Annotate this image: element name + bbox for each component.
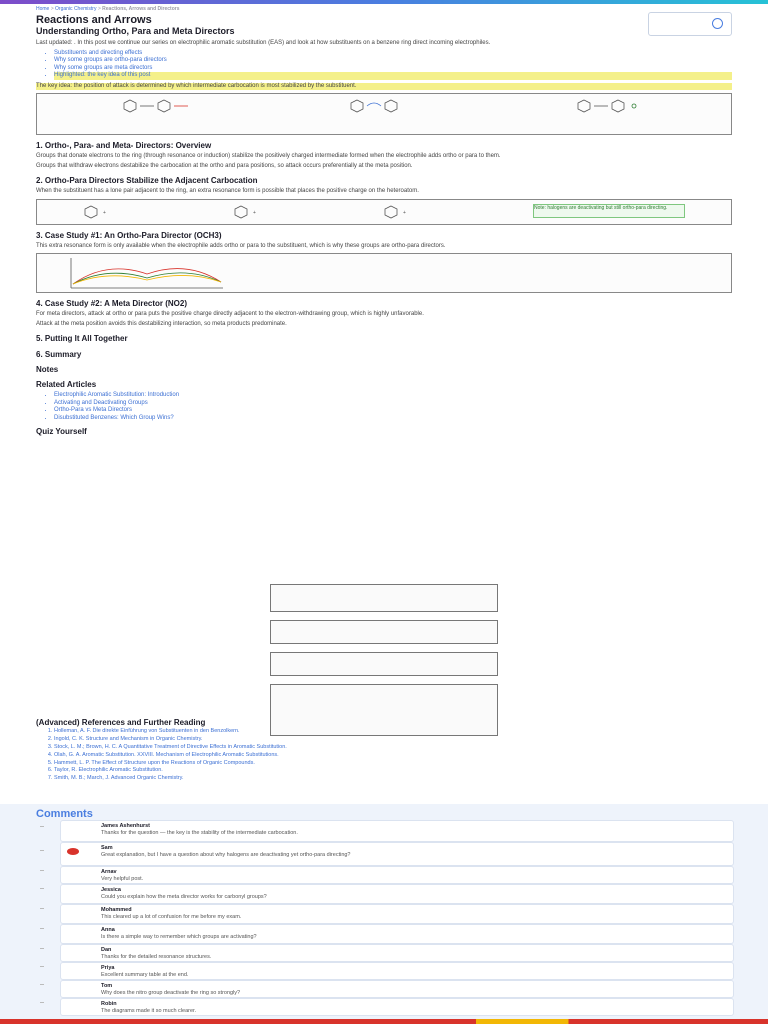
comment [60, 944, 734, 962]
comment-author: Tom [101, 983, 113, 989]
breadcrumb-sep: > [49, 6, 56, 12]
comment-text: Thanks for the detailed resonance structures. [101, 953, 212, 960]
breadcrumb [36, 6, 732, 12]
comment-author: Dan [101, 947, 112, 953]
comment-text: Is there a simple way to remember which groups are activating? [101, 933, 257, 940]
body-text: Attack at the meta position avoids this destabilizing interaction, so meta products predominate. [36, 320, 287, 327]
site-title[interactable]: Reactions and Arrows [36, 14, 152, 26]
reference-link[interactable]: 5. Hammett, L. P. The Effect of Structure upon the Reactions of Organic Compounds. [54, 760, 732, 767]
related-heading: Related Articles [36, 380, 97, 389]
breadcrumb-page: Reactions, Arrows and Directors [102, 6, 180, 12]
comment [60, 904, 734, 924]
key-idea: The key idea: the position of attack is determined by which intermediate carbocation is most stabilized by the substituent. [36, 83, 732, 91]
section-heading: 2. Ortho-Para Directors Stabilize the Adjacent Carbocation [36, 176, 258, 185]
breadcrumb-section[interactable]: Organic Chemistry [55, 6, 97, 12]
topic-link[interactable]: • Why some groups are ortho-para directors [54, 57, 732, 65]
comment [60, 998, 734, 1016]
comment [60, 884, 734, 904]
breadcrumb-home[interactable]: Home [36, 6, 50, 12]
section-heading: 5. Putting It All Together [36, 334, 128, 343]
references-heading: (Advanced) References and Further Reading [36, 718, 206, 727]
body-text: For meta directors, attack at ortho or para puts the positive charge directly adjacent to the electron-withdrawing group, which is highly unfavorable. [36, 311, 424, 317]
comment-author: Priya [101, 965, 115, 971]
svg-text:+: + [253, 209, 256, 216]
comment-text: Why does the nitro group deactivate the ring so strongly? [101, 989, 241, 996]
page-title: Understanding Ortho, Para and Meta Directors [36, 26, 235, 36]
reference-link[interactable]: 2. Ingold, C. K. Structure and Mechanism in Organic Chemistry. [54, 736, 732, 743]
search-icon[interactable] [712, 18, 723, 29]
section-heading: 4. Case Study #2: A Meta Director (NO2) [36, 299, 188, 308]
intro-text: Last updated: . In this post we continue our series on electrophilic aromatic substitution (EAS) and look at how substituents on a benzene ring direct incoming electrophiles. [36, 40, 491, 46]
reference-link[interactable]: 4. Olah, G. A. Aromatic Substitution. XXVIII. Mechanism of Electrophilic Aromatic Substitutions. [54, 752, 732, 759]
comment-marker [40, 984, 44, 985]
comment-marker [40, 850, 44, 851]
comment-marker [40, 966, 44, 967]
quiz-card[interactable] [270, 584, 498, 612]
resonance-diagram [233, 204, 303, 220]
comment-marker [40, 908, 44, 909]
energy-diagram-figure [36, 253, 732, 293]
comment [60, 924, 734, 944]
comment [60, 842, 734, 866]
mechanism-diagram [576, 98, 646, 114]
article-content [36, 40, 732, 439]
section-heading: 3. Case Study #1: An Ortho-Para Director (OCH3) [36, 230, 222, 240]
comment-author: Jessica [101, 887, 121, 893]
body-text: This extra resonance form is only available when the electrophile adds ortho or para to the substituent, which is why these groups are ortho-para directors. [36, 242, 446, 249]
topic-link[interactable]: • Why some groups are meta directors [54, 65, 732, 73]
comment-marker [40, 948, 44, 949]
section-heading: 1. Ortho-, Para- and Meta- Directors: Overview [36, 141, 212, 150]
comment-marker [40, 1002, 44, 1003]
energy-diagram [67, 256, 227, 290]
reference-link[interactable]: 3. Stock, L. M.; Brown, H. C. A Quantitative Treatment of Directive Effects in Aromatic Substitution. [54, 744, 732, 751]
comment-text: Could you explain how the meta director works for carbonyl groups? [101, 893, 267, 900]
comment-marker [40, 826, 44, 827]
article-page [36, 6, 732, 804]
resonance-diagram [383, 204, 453, 220]
comment-marker [40, 928, 44, 929]
comment-text: The diagrams made it so much clearer. [101, 1007, 197, 1014]
reference-link[interactable]: 6. Taylor, R. Electrophilic Aromatic Substitution. [54, 767, 732, 774]
avatar [67, 848, 79, 855]
comments-heading: Comments [36, 808, 93, 820]
comment-author: Sam [101, 845, 113, 851]
mechanism-diagram [349, 98, 419, 114]
footer-bar [0, 1019, 768, 1024]
mechanism-figure [36, 93, 732, 135]
related-link[interactable]: • Electrophilic Aromatic Substitution: Introduction [54, 392, 732, 400]
comment-author: Mohammed [101, 907, 132, 913]
comment-text: Thanks for the question — the key is the stability of the intermediate carbocation. [101, 829, 298, 836]
quiz-heading: Quiz Yourself [36, 427, 87, 436]
svg-text:+: + [103, 209, 106, 216]
quiz-card[interactable] [270, 620, 498, 644]
comment-text: Great explanation, but I have a question about why halogens are deactivating yet ortho-para directing? [101, 851, 351, 858]
comment [60, 820, 734, 842]
resonance-diagram [83, 204, 153, 220]
breadcrumb-sep: > [96, 6, 103, 12]
quiz-card[interactable] [270, 652, 498, 676]
body-text: Groups that withdraw electrons destabilize the carbocation at the ortho and para positions, so attack occurs preferentially at the meta position. [36, 162, 413, 169]
note-box: Note: halogens are deactivating but still ortho-para directing. [533, 204, 685, 218]
topic-link[interactable]: • Substituents and directing effects [54, 50, 732, 58]
comment-author: Arnav [101, 869, 117, 875]
section-heading: 6. Summary [36, 350, 82, 359]
resonance-figure [36, 199, 732, 225]
svg-text:+: + [403, 209, 406, 216]
related-link[interactable]: • Disubstituted Benzenes: Which Group Wins? [54, 415, 732, 423]
comments-section [0, 804, 768, 1024]
comment-author: James Ashenhurst [101, 823, 151, 829]
topic-list [54, 50, 732, 80]
body-text: Groups that donate electrons to the ring (through resonance or induction) stabilize the positively charged intermediate formed when the electrophile adds ortho or para to them. [36, 153, 501, 159]
comment-marker [40, 870, 44, 871]
comment [60, 980, 734, 998]
related-link[interactable]: • Activating and Deactivating Groups [54, 400, 732, 408]
topic-link[interactable]: • Highlighted: the key idea of this post [54, 72, 732, 80]
reference-link[interactable]: 1. Holleman, A. F. Die direkte Einführung von Substituenten in den Benzolkern. [54, 728, 732, 735]
comment-text: This cleared up a lot of confusion for me before my exam. [101, 913, 242, 920]
related-list [54, 392, 732, 422]
comment [60, 962, 734, 980]
comment-marker [40, 888, 44, 889]
references-section [36, 714, 732, 785]
comment-text: Excellent summary table at the end. [101, 971, 189, 978]
comment [60, 866, 734, 884]
body-text: When the substituent has a lone pair adjacent to the ring, an extra resonance form is possible that places the positive charge on the heteroatom. [36, 188, 419, 194]
notes-heading: Notes [36, 365, 59, 374]
top-gradient-bar [0, 0, 768, 4]
search-input[interactable] [648, 12, 732, 36]
reference-link[interactable]: 7. Smith, M. B.; March, J. Advanced Organic Chemistry. [54, 775, 732, 782]
related-link[interactable]: • Ortho-Para vs Meta Directors [54, 407, 732, 415]
comment-author: Robin [101, 1001, 117, 1007]
comment-author: Anna [101, 927, 115, 933]
mechanism-diagram [122, 98, 192, 114]
references-list [54, 728, 732, 782]
comment-text: Very helpful post. [101, 875, 144, 882]
